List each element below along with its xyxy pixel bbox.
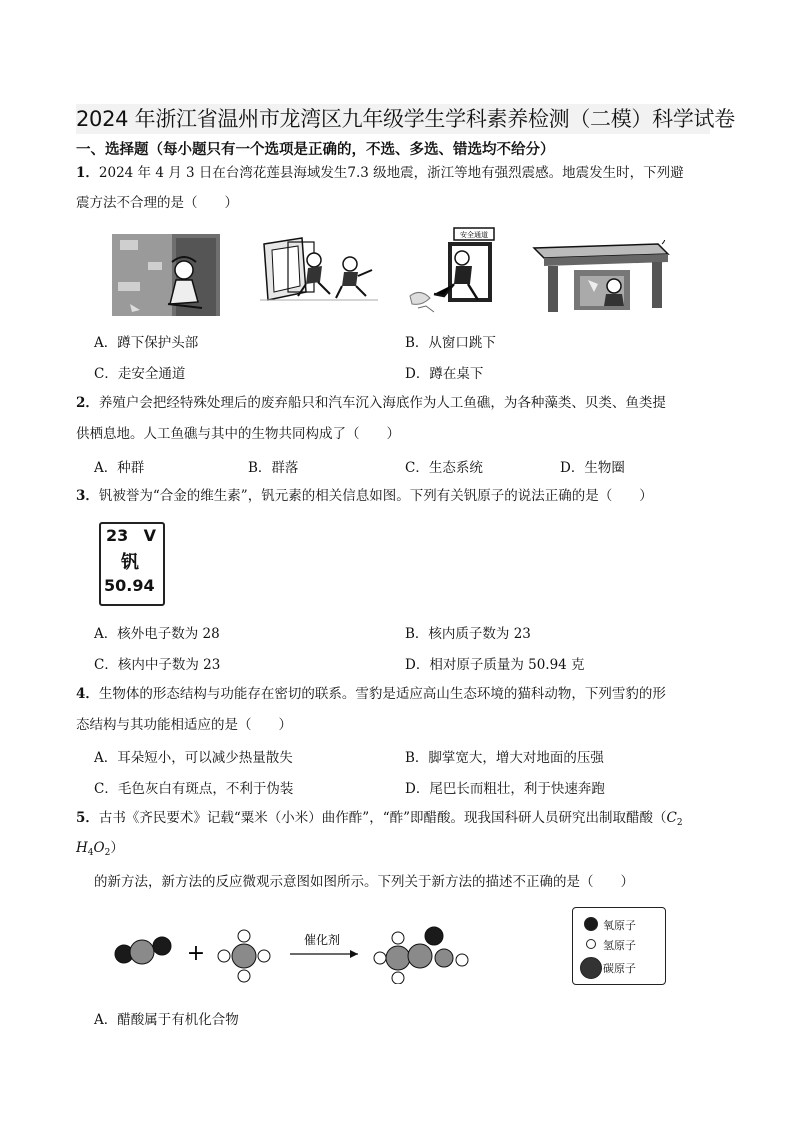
q4-option-d[interactable]: D．尾巴长而粗壮，利于快速奔跑	[405, 781, 605, 797]
q4-option-b[interactable]: B．脚掌宽大，增大对地面的压强	[405, 750, 604, 766]
formula-h: H	[76, 840, 88, 856]
question-text: 2024 年 4 月 3 日在台湾花莲县海域发生7.3 级地震，浙江等地有强烈震感。地震发生时，下列避	[98, 165, 684, 181]
ch4-molecule	[218, 930, 270, 982]
question-2-line-2: 供栖息地。人工鱼礁与其中的生物共同构成了（ ）	[76, 426, 400, 442]
formula-c: C	[666, 810, 677, 826]
crouch-under-table-picture	[528, 240, 670, 316]
q3-option-d[interactable]: D．相对原子质量为 50.94 克	[405, 657, 585, 673]
atom-legend	[572, 907, 666, 985]
legend-oxygen: 氧原子	[603, 919, 636, 932]
jump-from-window-picture	[258, 236, 380, 304]
q1-option-b[interactable]: B．从窗口跳下	[405, 335, 496, 351]
paper-title: 2024 年浙江省温州市龙湾区九年级学生学科素养检测（二模）科学试卷	[76, 104, 710, 134]
question-number: 3．	[76, 488, 99, 504]
formula-o-subscript: 2	[104, 848, 111, 858]
oxygen-atom-icon	[584, 917, 598, 931]
q2-option-a[interactable]: A．种群	[94, 460, 145, 476]
carbon-atom-icon	[580, 957, 602, 979]
question-text: 生物体的形态结构与功能存在密切的联系。雪豹是适应高山生态环境的猫科动物，下列雪豹的形	[98, 686, 666, 702]
q1-option-d[interactable]: D．蹲在桌下	[405, 366, 484, 382]
safety-sign-text: 安全通道	[460, 231, 488, 239]
q4-option-c[interactable]: C．毛色灰白有斑点，不利于伪装	[94, 781, 294, 797]
question-number: 5．	[76, 810, 99, 826]
question-1-line-1	[76, 163, 684, 183]
crouch-protect-head-picture	[110, 232, 222, 318]
q2-option-d[interactable]: D．生物圈	[560, 460, 625, 476]
legend-hydrogen: 氢原子	[603, 939, 636, 952]
co2-molecule	[115, 937, 171, 964]
question-number: 1．	[76, 165, 99, 181]
q4-option-a[interactable]: A．耳朵短小，可以减少热量散失	[94, 750, 293, 766]
section-heading: 一、选择题（每小题只有一个选项是正确的，不选、多选、错选均不给分）	[76, 142, 555, 158]
vanadium-element-card	[99, 522, 165, 606]
question-text: 养殖户会把经特殊处理后的废弃船只和汽车沉入海底作为人工鱼礁，为各种藻类、贝类、鱼类提	[98, 395, 666, 411]
walk-safety-passage-picture	[404, 226, 496, 318]
q1-option-a[interactable]: A．蹲下保护头部	[94, 335, 199, 351]
question-4-line-1	[76, 684, 666, 704]
q2-option-c[interactable]: C．生态系统	[405, 460, 483, 476]
question-1-line-2: 震方法不合理的是（ ）	[76, 195, 238, 211]
formula-o: O	[93, 840, 105, 856]
question-5-line-2	[76, 838, 124, 863]
question-4-line-2: 态结构与其功能相适应的是（ ）	[76, 717, 292, 733]
q2-option-b[interactable]: B．群落	[248, 460, 299, 476]
atomic-number: 23	[106, 526, 129, 545]
question-2-line-1	[76, 393, 666, 413]
formula-close-paren: ）	[110, 840, 124, 856]
element-name: 钒	[121, 552, 139, 573]
q3-option-a[interactable]: A．核外电子数为 28	[94, 626, 220, 642]
question-5-line-3: 的新方法，新方法的反应微观示意图如图所示。下列关于新方法的描述不正确的是（ ）	[94, 874, 634, 890]
reaction-micro-diagram	[106, 918, 486, 984]
question-5-line-1	[76, 808, 683, 833]
question-3-line-1	[76, 486, 653, 506]
hydrogen-atom-icon	[586, 939, 596, 949]
formula-h-subscript: 4	[87, 848, 94, 858]
q3-option-b[interactable]: B．核内质子数为 23	[405, 626, 531, 642]
legend-carbon: 碳原子	[603, 962, 636, 975]
question-number: 2．	[76, 395, 99, 411]
q1-option-c[interactable]: C．走安全通道	[94, 366, 186, 382]
catalyst-label: 催化剂	[303, 933, 341, 947]
question-text: 古书《齐民要术》记载“粟米（小米）曲作酢”，“酢”即醋酸。现我国科研人员研究出制取醋酸（	[98, 810, 667, 826]
question-text: 钒被誉为“合金的维生素”，钒元素的相关信息如图。下列有关钒原子的说法正确的是（ ）	[98, 488, 653, 504]
question-number: 4．	[76, 686, 99, 702]
atomic-mass: 50.94	[104, 576, 155, 595]
element-symbol: V	[143, 526, 156, 545]
plus-sign: +	[186, 941, 206, 966]
acetic-acid-molecule	[374, 927, 468, 984]
q3-option-c[interactable]: C．核内中子数为 23	[94, 657, 221, 673]
formula-c-subscript: 2	[676, 818, 683, 828]
q5-option-a[interactable]: A．醋酸属于有机化合物	[94, 1012, 239, 1028]
